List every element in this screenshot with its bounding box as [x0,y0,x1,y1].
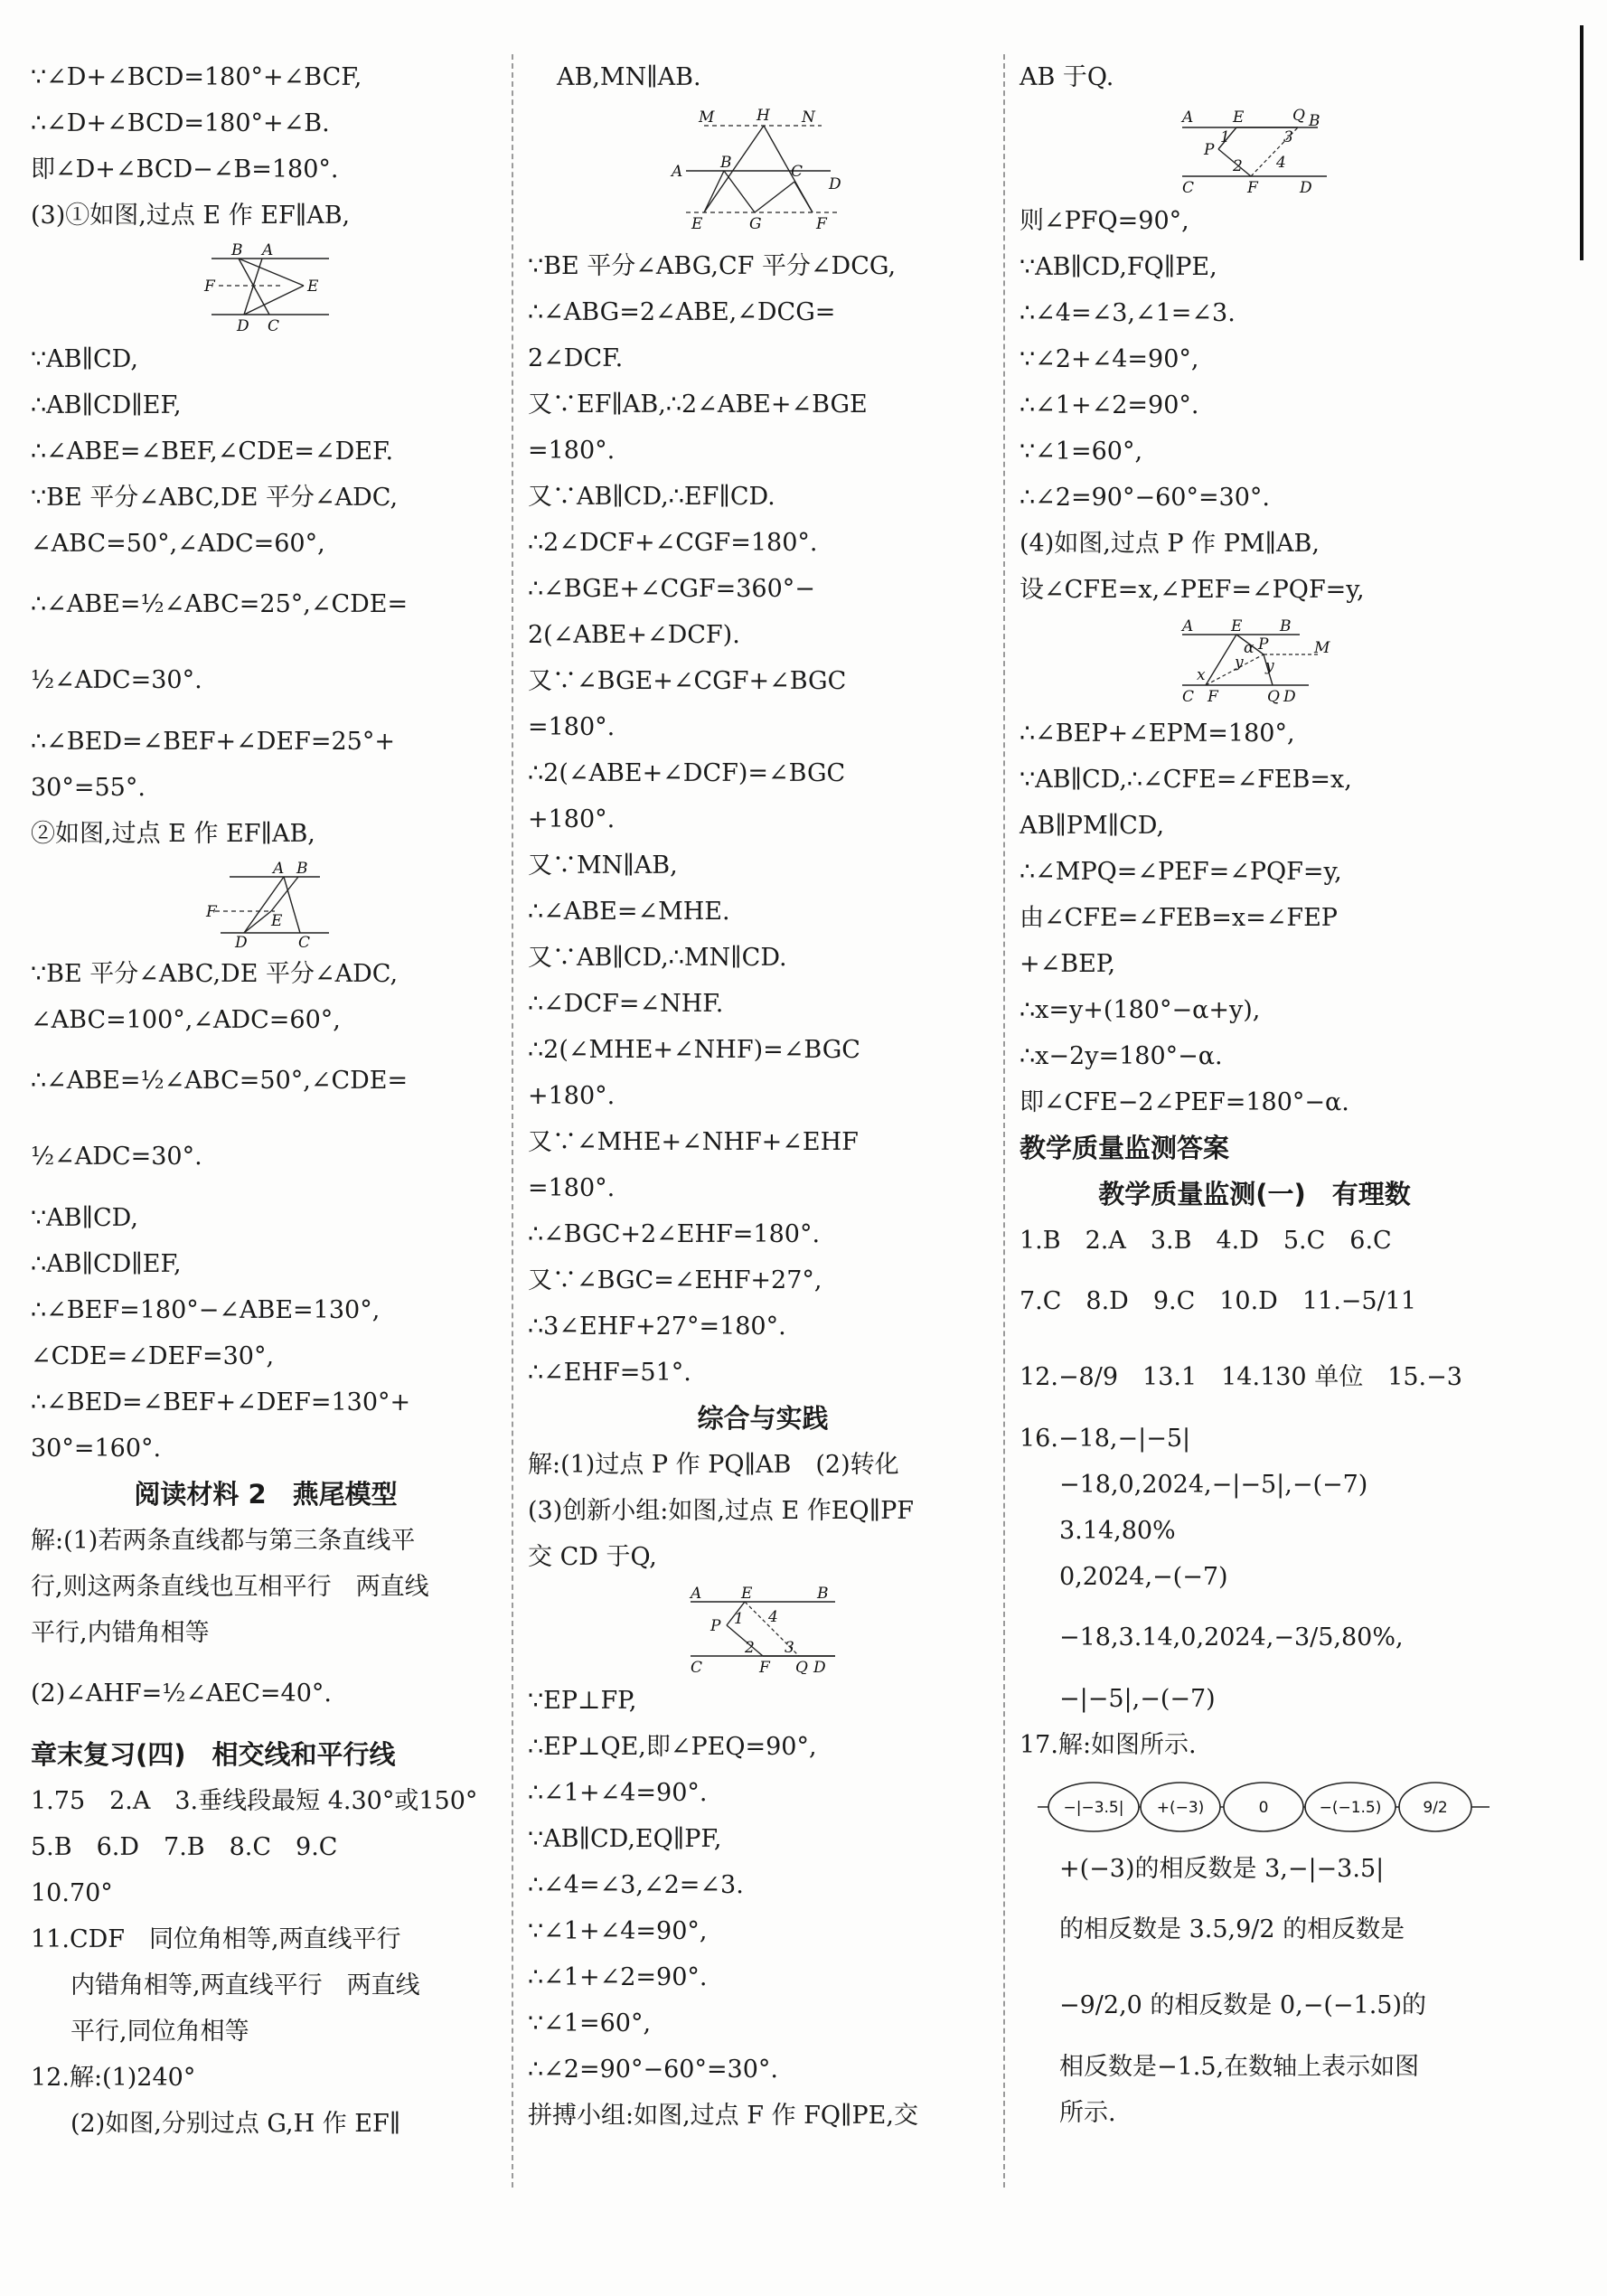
text-line: ∠ABC=50°,∠ADC=60°, [31,530,325,558]
text-line: ∴AB∥CD∥EF, [31,1250,182,1278]
block [1020,1218,1490,1462]
block [31,1518,501,1732]
number-line-label: 9/2 [1423,1799,1448,1817]
fig1-label: B [231,242,243,259]
fig5-label: D [1300,179,1312,194]
text-line: AB∥PM∥CD, [1020,812,1165,840]
text-line: +∠BEP, [1020,950,1116,978]
fig5-label: 2 [1233,157,1243,175]
fig2-label: C [298,934,311,947]
text-line: (3)创新小组:如图,过点 E 作EQ∥PF [528,1497,915,1525]
text-line: −18,0,2024,−|−5|,−(−7) [1059,1471,1368,1499]
text-line: ½∠ADC=30°. [31,666,202,694]
block [31,54,501,239]
text-line: 30°=160°. [31,1435,162,1463]
fig1-label: D [237,317,249,333]
fig5-label: F [1247,179,1258,194]
text-line: ∴∠BED=∠BEF+∠DEF=25°+ [31,728,395,756]
fig3-label: D [829,175,841,193]
text-line: 7.C 8.D 9.C 10.D 11.−5/11 [1020,1287,1417,1315]
text-line: 交 CD 于Q, [528,1543,657,1571]
number-line-figure [1038,1775,1490,1839]
fig6-label: x [1197,666,1206,684]
text-line: ∴∠4=∠3,∠2=∠3. [528,1871,744,1899]
fig5-label: E [1233,108,1245,127]
text-line: ∵∠2+∠4=90°, [1020,345,1199,373]
fig6-label: α [1244,639,1255,657]
fig4-label: C [691,1659,703,1674]
fig6-label: C [1182,688,1195,706]
text-line: ∴∠ABG=2∠ABE,∠DCG= [528,298,836,326]
fig6-label: F [1208,688,1218,706]
column-separator-2 [1003,54,1005,2188]
text-line: ∴∠2=90°−60°=30°. [528,2056,779,2084]
text-line: AB,MN∥AB. [557,63,701,91]
figure-swallowtail-model [668,104,858,240]
text-line: =180°. [528,437,616,465]
text-line: (4)如图,过点 P 作 PM∥AB, [1020,530,1320,558]
fig3-label: C [791,163,804,181]
text-line: 又∵∠MHE+∠NHF+∠EHF [528,1128,859,1156]
figure-struggle-group [1164,104,1345,194]
fig1-label: F [204,278,215,296]
text-line: 30°=55°. [31,774,146,802]
fig6-label: y [1235,654,1244,672]
text-line: AB 于Q. [1020,63,1114,91]
text-line: 所示. [1059,2099,1116,2127]
text-line: ∵BE 平分∠ABG,CF 平分∠DCG, [528,252,897,280]
fig3-label: N [802,108,815,127]
number-line-label: −|−3.5| [1063,1799,1124,1817]
block [1020,1722,1490,1768]
fig3-label: E [691,215,703,233]
fig5-label: P [1204,141,1215,159]
text-line: +180°. [528,805,616,833]
text-line: −9/2,0 的相反数是 0,−(−1.5)的 [1059,1991,1427,2019]
text-line: ∴∠4=∠3,∠1=∠3. [1020,299,1236,327]
text-line: ∠CDE=∠DEF=30°, [31,1342,275,1370]
text-line: 又∵EF∥AB,∴2∠ABE+∠BGE [528,391,868,419]
text-line: 即∠CFE−2∠PEF=180°−α. [1020,1088,1349,1116]
text-line: 行,则这两条直线也互相平行 两直线 [31,1573,429,1601]
fig5-label: B [1309,112,1320,130]
text-line: ∴x−2y=180°−α. [1020,1042,1223,1070]
fig6-label: y [1265,657,1274,675]
text-line: ∴∠BEF=180°−∠ABE=130°, [31,1296,381,1324]
fig2-label: A [273,861,285,878]
text-line: −18,3.14,0,2024,−3/5,80%, [1059,1623,1404,1651]
text-line: 即∠D+∠BCD−∠B=180°. [31,155,339,183]
block [528,243,998,1396]
text-line: +180°. [528,1082,616,1110]
text-line: 又∵MN∥AB, [528,852,678,880]
text-line: ½∠ADC=30°. [31,1143,202,1171]
fig3-label: M [699,108,715,127]
fig1-label: E [307,278,319,296]
text-line: ∴3∠EHF+27°=180°. [528,1313,786,1341]
fig5-label: A [1182,108,1194,127]
figure-parallel-lines-1 [175,242,356,333]
text-line: ∴∠2=90°−60°=30°. [1020,484,1271,512]
page-edge-bar [1580,25,1584,260]
block [528,1678,998,2139]
text-line: 又∵AB∥CD,∴MN∥CD. [528,944,787,972]
figure-innovation-group [672,1584,853,1674]
number-line-label: 0 [1258,1799,1269,1817]
block [528,54,998,100]
text-line: 12.−8/9 13.1 14.130 单位 15.−3 [1020,1363,1462,1391]
text-line: (2)∠AHF=½∠AEC=40°. [31,1680,332,1708]
text-line: ∵EP⊥FP, [528,1687,637,1715]
text-line: 内错角相等,两直线平行 两直线 [70,1971,420,2000]
block [528,1442,998,1580]
text-line: ∴∠1+∠2=90°. [1020,391,1199,419]
fig4-label: A [691,1585,702,1603]
text-line: ∴∠1+∠2=90°. [528,1963,708,1991]
text-line: ∵∠1=60°, [528,2009,652,2037]
fig5-label: 1 [1220,128,1230,146]
column-3 [1020,54,1490,2136]
text-line: ∵BE 平分∠ABC,DE 平分∠ADC, [31,484,399,512]
text-line: ∴∠BGE+∠CGF=360°− [528,575,815,603]
fig5-label: C [1182,179,1195,194]
text-line: 2∠DCF. [528,344,624,372]
text-line: ∴2(∠ABE+∠DCF)=∠BGC [528,759,846,787]
text-line: ∴EP⊥QE,即∠PEQ=90°, [528,1733,817,1761]
text-line: ∴∠DCF=∠NHF. [528,990,724,1018]
text-line: ∴∠ABE=∠BEF,∠CDE=∠DEF. [31,438,394,466]
text-line: ∵∠D+∠BCD=180°+∠BCF, [31,63,362,91]
fig6-label: M [1314,639,1330,657]
fig3-label: F [816,215,827,233]
text-line: ∴x=y+(180°−α+y), [1020,996,1261,1024]
fig4-label: E [741,1585,753,1603]
text-line: ∴∠D+∠BCD=180°+∠B. [31,109,330,137]
text-line: =180°. [528,1174,616,1202]
fig3-label: B [720,154,732,172]
text-line: 12.解:(1)240° [31,2064,196,2092]
text-line: −|−5|,−(−7) [1059,1685,1216,1713]
block [31,1778,501,1962]
fig4-label: P [710,1617,721,1635]
text-line: 则∠PFQ=90°, [1020,207,1189,235]
text-line: ∴∠1+∠4=90°. [528,1779,708,1807]
fig4-label: B [817,1585,829,1603]
block [31,951,501,1472]
text-line: 又∵∠BGC=∠EHF+27°, [528,1266,822,1294]
block [31,1962,501,2055]
text-line: 相反数是−1.5,在数轴上表示如图 [1059,2053,1420,2081]
fig6-label: A [1182,617,1194,635]
figure-parallel-lines-2 [184,861,347,947]
fig3-label: G [749,215,762,233]
heading-chapter-review: 章末复习(四) 相交线和平行线 [31,1739,396,1770]
block [31,2055,501,2101]
fig5-label: Q [1292,107,1305,125]
text-line: ∴∠ABE=½∠ABC=25°,∠CDE= [31,590,409,618]
text-line: (2)如图,分别过点 G,H 作 EF∥ [70,2110,401,2138]
block [31,336,501,857]
text-line: ∵AB∥CD,FQ∥PE, [1020,253,1217,281]
block [31,2101,501,2147]
fig6-label: E [1231,617,1243,635]
text-line: ∴AB∥CD∥EF, [31,391,182,419]
text-line: 的相反数是 3.5,9/2 的相反数是 [1059,1915,1405,1943]
fig4-label: F [759,1659,770,1674]
fig6-label: B [1280,617,1292,635]
text-line: ∴∠ABE=∠MHE. [528,898,730,926]
fig1-label: A [262,242,274,259]
fig2-label: D [235,934,248,947]
heading-answers: 教学质量监测答案 [1020,1133,1230,1163]
text-line: 又∵AB∥CD,∴EF∥CD. [528,483,775,511]
text-line: 平行,同位角相等 [70,2018,249,2046]
heading-practice: 综合与实践 [697,1403,829,1434]
fig5-label: 3 [1283,128,1293,146]
text-line: 16.−18,−|−5| [1020,1425,1191,1453]
fig4-label: D [813,1659,826,1674]
text-line: 5.B 6.D 7.B 8.C 9.C [31,1833,338,1861]
fig4-label: 2 [745,1639,755,1657]
text-line: +(−3)的相反数是 3,−|−3.5| [1059,1855,1385,1883]
text-line: ∵∠1+∠4=90°, [528,1917,708,1945]
text-line: 10.70° [31,1879,113,1907]
text-line: 1.75 2.A 3.垂线段最短 4.30°或150° [31,1787,478,1815]
number-line-label: +(−3) [1156,1799,1205,1817]
fig6-label: D [1283,688,1296,706]
text-line: 3.14,80% [1059,1517,1176,1545]
fig3-label: H [757,107,770,125]
text-line: ∵BE 平分∠ABC,DE 平分∠ADC, [31,960,399,988]
block [1020,710,1490,1125]
text-line: ∵AB∥CD,EQ∥PF, [528,1825,722,1853]
fig3-label: A [672,163,683,181]
figure-part4 [1164,616,1345,707]
fig4-label: 3 [785,1639,794,1657]
block [1020,54,1490,100]
fig2-label: B [296,861,308,878]
text-line: ∴∠MPQ=∠PEF=∠PQF=y, [1020,858,1342,886]
text-line: =180°. [528,713,616,741]
text-line: 解:(1)过点 P 作 PQ∥AB (2)转化 [528,1451,899,1479]
fig4-label: Q [795,1659,808,1674]
text-line: 又∵∠BGE+∠CGF+∠BGC [528,667,847,695]
column-2 [528,54,998,2139]
text-line: 解:(1)若两条直线都与第三条直线平 [31,1527,416,1555]
text-line: (3)①如图,过点 E 作 EF∥AB, [31,202,351,230]
text-line: 11.CDF 同位角相等,两直线平行 [31,1925,401,1953]
block [1020,1846,1490,2136]
fig6-label: Q [1267,688,1280,706]
fig2-label: F [206,903,217,921]
text-line: ∵AB∥CD, [31,345,138,373]
fig5-label: 4 [1276,154,1286,172]
heading-monitor-1: 教学质量监测(一) 有理数 [1098,1179,1411,1209]
text-line: ∴∠EHF=51°. [528,1359,691,1387]
text-line: 17.解:如图所示. [1020,1731,1197,1759]
number-line-label: −(−1.5) [1319,1799,1382,1817]
text-line: ∵AB∥CD, [31,1204,138,1232]
text-line: 2(∠ABE+∠DCF). [528,621,740,649]
text-line: ∵AB∥CD,∴∠CFE=∠FEB=x, [1020,766,1352,794]
text-line: 1.B 2.A 3.B 4.D 5.C 6.C [1020,1227,1392,1255]
text-line: ∴∠BED=∠BEF+∠DEF=130°+ [31,1388,411,1416]
text-line: ∴∠ABE=½∠ABC=50°,∠CDE= [31,1067,409,1095]
text-line: ∴∠BGC+2∠EHF=180°. [528,1220,821,1248]
text-line: 0,2024,−(−7) [1059,1563,1228,1591]
text-line: 由∠CFE=∠FEB=x=∠FEP [1020,904,1338,932]
text-line: ∠ABC=100°,∠ADC=60°, [31,1006,341,1034]
fig1-label: C [268,317,280,333]
fig6-label: P [1258,635,1269,654]
fig2-label: E [271,912,283,930]
text-line: 拼搏小组:如图,过点 F 作 FQ∥PE,交 [528,2102,918,2130]
text-line: ∴2∠DCF+∠CGF=180°. [528,529,818,557]
text-line: ∴∠BEP+∠EPM=180°, [1020,720,1295,748]
text-line: ∵∠1=60°, [1020,438,1143,466]
text-line: ②如图,过点 E 作 EF∥AB, [31,820,315,848]
text-line: 设∠CFE=x,∠PEF=∠PQF=y, [1020,576,1365,604]
fig4-label: 4 [768,1608,778,1626]
text-line: 平行,内错角相等 [31,1619,210,1647]
fig4-label: 1 [734,1610,744,1628]
column-separator-1 [512,54,513,2188]
heading-reading-material: 阅读材料 2 燕尾模型 [134,1479,398,1510]
column-1 [31,54,501,2147]
block [1020,198,1490,613]
text-line: ∴2(∠MHE+∠NHF)=∠BGC [528,1036,860,1064]
block [1020,1462,1490,1722]
